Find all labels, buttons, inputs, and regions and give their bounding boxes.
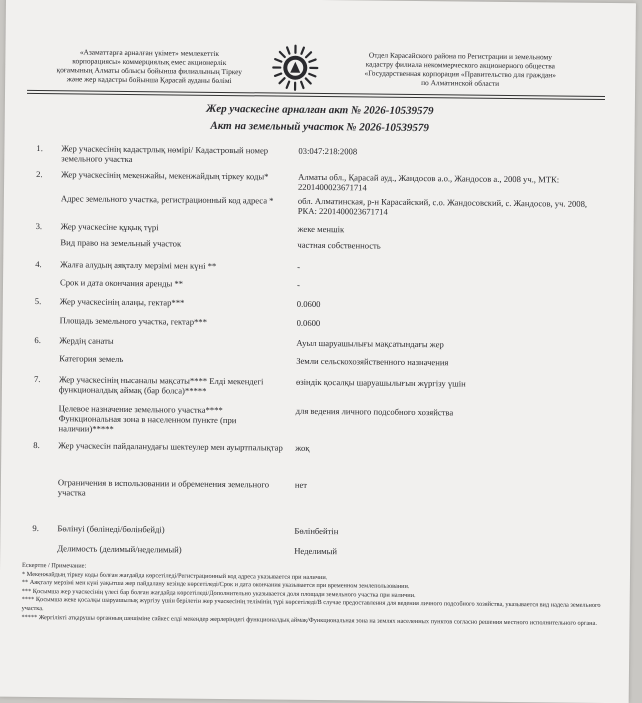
header-right-line: по Алматинской области	[335, 77, 585, 89]
field-value: 0.0600	[297, 299, 597, 312]
field-value: -	[297, 262, 597, 275]
field-value: 0.0600	[297, 318, 597, 331]
row-number: 3.	[36, 221, 43, 231]
field-row	[1, 440, 631, 447]
field-row	[2, 374, 632, 381]
field-value: 03:047:218:2008	[298, 146, 598, 159]
field-row	[4, 237, 634, 244]
field-row	[1, 523, 631, 530]
page-title-kz: Жер учаскесіне арналған акт № 2026-10539579	[5, 101, 635, 120]
field-label: Жер учаскесінің алаңы, гектар***	[60, 296, 285, 308]
field-row	[4, 143, 634, 150]
header-right-line: кадастру филиала некоммерческого акционерного общества	[335, 59, 585, 71]
field-value: частная собственность	[297, 240, 597, 253]
field-label: Ограничения в использовании и обременения земельного участка	[58, 477, 283, 499]
field-row	[3, 259, 633, 266]
field-label: Целевое назначение земельного участка**** Функциональная зона в населенном пункте (при наличии)*****	[58, 403, 283, 435]
field-value: Бөлінбейтін	[294, 526, 594, 539]
field-label: Делимость (делимый/неделимый)	[57, 543, 282, 555]
field-value: жоқ	[295, 443, 595, 456]
field-label: Жер учаскесіне құқық түрі	[61, 221, 286, 233]
field-label: Бөлінуі (бөлінеді/бөлінбейді)	[57, 523, 282, 535]
field-label: Площадь земельного участка, гектар***	[60, 315, 285, 327]
header-left-line: және жер кадастры бойынша Қарасай ауданы бөлімі	[33, 74, 265, 85]
field-row	[0, 543, 630, 550]
footnote-heading: Ескертпе / Примечание:	[22, 562, 602, 577]
field-row	[3, 277, 633, 284]
field-row	[4, 221, 634, 228]
field-row	[1, 477, 631, 484]
footnote: **** Қосымша жеке қосалқы шаруашылық жүргізу үшін берілетін жер учаскесінің телімінің түрі көрсетіледі/В случае предоставления для ведения личного подсобного хозяйства, указывается вид надела земельного участка.	[22, 596, 602, 619]
field-label: Жердің санаты	[59, 335, 284, 347]
field-label: Жер учаскесінің кадастрлық нөмірі/ Кадастровый номер земельного участка	[61, 143, 286, 165]
header-right-line: «Государственная корпорация «Правительство для граждан»	[335, 68, 585, 80]
footnote: ***** Жергілікті атқарушы органның шешіміне сәйкес елді мекендер жерлеріндегі функционалдық аймақ/Функциональная зона на землях населенных пунктов согласно решения местного исполнительного органа.	[21, 613, 601, 628]
header-divider-thin	[27, 93, 605, 100]
field-value: для ведения личного подсобного хозяйства	[296, 406, 596, 419]
field-label: Срок и дата окончания аренды **	[60, 277, 285, 289]
page-title-ru: Акт на земельный участок № 2026-10539579	[5, 118, 635, 137]
field-label: Категория земель	[59, 353, 284, 365]
field-value: жеке меншік	[298, 224, 598, 237]
header-left-kz	[33, 47, 265, 85]
row-number: 6.	[34, 335, 41, 345]
field-value: нет	[295, 480, 595, 493]
footnote: *** Қосымша жер учаскесінің үлесі бар болған жағдайда көрсетіледі/Дополнительно указывается доля площади земельного участка при наличии.	[22, 588, 602, 603]
row-number: 9.	[32, 523, 39, 533]
field-label: Вид право на земельный участок	[60, 237, 285, 249]
field-value: Ауыл шаруашылығы мақсатындағы жер	[296, 338, 596, 351]
field-row	[3, 296, 633, 303]
row-number: 1.	[36, 143, 43, 153]
field-value: Неделимый	[294, 546, 594, 559]
field-label: Жер учаскесін пайдаланудағы шектеулер мен ауыртпалықтар	[58, 440, 283, 452]
field-row	[2, 353, 632, 360]
header-left-line: қоғамының Алматы облысы бойынша филиалының Тіркеу	[33, 65, 265, 76]
header-left-line: корпорациясы» коммерциялық емес акционерлік	[33, 56, 265, 67]
row-number: 2.	[36, 169, 43, 179]
footnotes	[21, 562, 602, 628]
row-number: 7.	[34, 374, 41, 384]
field-value: обл. Алматинская, р-н Карасайский, с.о. Жандосовский, с. Жандосов, уч. 2008, РКА: 2201400023671714	[298, 196, 598, 219]
field-row	[2, 403, 632, 410]
row-number: 4.	[35, 259, 42, 269]
field-value: Земли сельскохозяйственного назначения	[296, 356, 596, 369]
header-right-line: Отдел Карасайского района по Регистрации и земельному	[335, 50, 585, 62]
emblem-logo-icon	[271, 43, 320, 92]
field-row	[3, 315, 633, 322]
field-label: Жалға алудың аяқталу мерзімі мен күні **	[60, 259, 285, 271]
row-number: 8.	[33, 440, 40, 450]
field-row	[2, 335, 632, 342]
field-value: Алматы обл., Қарасай ауд., Жандосов а.о., Жандосов а., 2008 уч., МТК: 2201400023671714	[298, 172, 598, 195]
footnote: ** Аяқталу мерзімі мен күні уақытша жер пайдалану кезінде көрсетіледі/Срок и дата окончания указывается при временном землепользовании.	[22, 579, 602, 594]
field-row	[4, 169, 634, 176]
field-value: -	[297, 280, 597, 293]
field-label: Адрес земельного участка, регистрационный код адреса *	[61, 193, 286, 205]
field-label: Жер учаскесінің мекенжайы, мекенжайдың тіркеу коды*	[61, 169, 286, 181]
footnote: * Мекенжайдың тіркеу коды болған жағдайда көрсетіледі/Регистрационный код адреса указывается при наличии.	[22, 570, 602, 585]
field-value: өзіндік қосалқы шаруашылығын жүргізу үшін	[296, 377, 596, 390]
field-label: Жер учаскесінің нысаналы мақсаты**** Елді мекендегі функционалдық аймақ (бар болса)*****	[59, 374, 284, 396]
header-right-ru	[335, 50, 585, 89]
row-number: 5.	[35, 296, 42, 306]
header-left-line: «Азаматтарға арналған үкімет» мемлекеттік	[33, 47, 265, 58]
